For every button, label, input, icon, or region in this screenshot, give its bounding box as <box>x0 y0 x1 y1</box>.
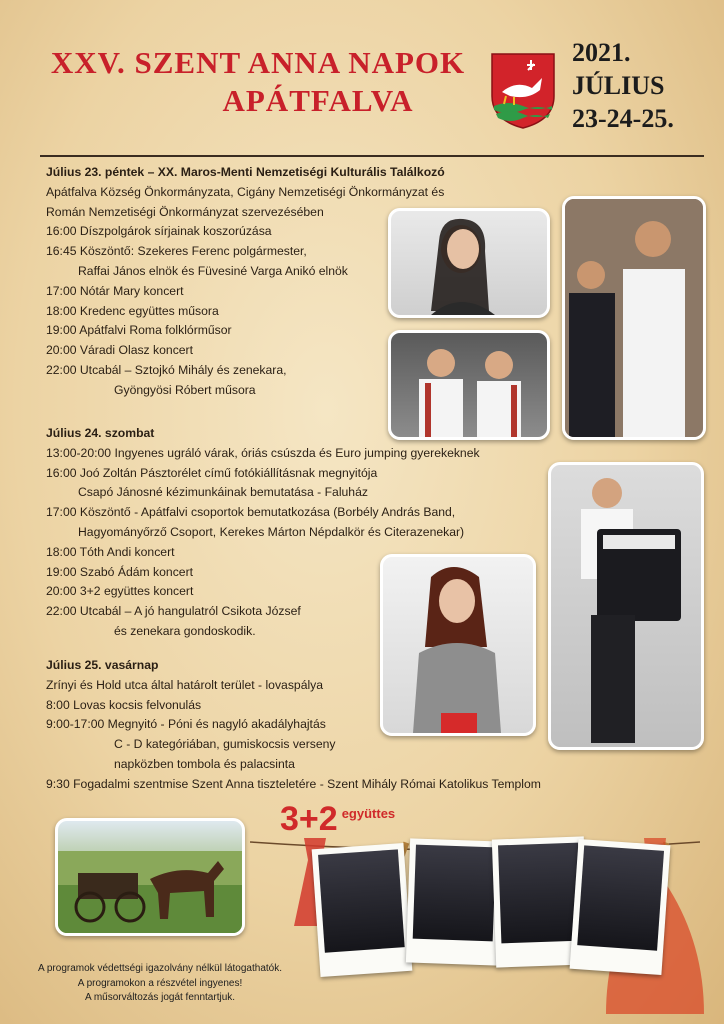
band-name-number: 3+2 <box>280 800 338 838</box>
event-month: JÚLIUS <box>572 71 665 100</box>
day-1-heading: Július 23. péntek – XX. Maros-Menti Nemzetiségi Kulturális Találkozó <box>46 165 445 179</box>
schedule-line: 22:00 Utcabál – A jó hangulatról Csikota József <box>46 604 301 619</box>
schedule-line: Csapó Jánosné kézimunkáinak bemutatása - Faluház <box>78 485 368 500</box>
schedule-line: 18:00 Kredenc együttes műsora <box>46 303 219 318</box>
schedule-line: 8:00 Lovas kocsis felvonulás <box>46 697 202 712</box>
schedule-line: Hagyományőrző Csoport, Kerekes Márton Népdalkör és Citerazenekar) <box>78 524 465 539</box>
schedule-line: 17:00 Nótár Mary koncert <box>46 283 184 298</box>
schedule-line: C - D kategóriában, gumiskocsis verseny <box>114 737 336 752</box>
schedule-line: Apátfalva Község Önkormányzata, Cigány Nemzetiségi Önkormányzat és <box>46 184 445 199</box>
day-2-heading: Július 24. szombat <box>46 426 155 440</box>
footer-notes <box>20 962 300 1006</box>
schedule-line: napközben tombola és palacsinta <box>114 756 295 771</box>
header-divider <box>40 155 704 157</box>
schedule-line: 16:45 Köszöntő: Szekeres Ferenc polgármester, <box>46 244 307 259</box>
schedule-line: 20:00 Váradi Olasz koncert <box>46 343 194 358</box>
event-year: 2021. <box>572 38 631 67</box>
schedule-line: 17:00 Köszöntő - Apátfalvi csoportok bemutatkozása (Borbély András Band, <box>46 505 456 520</box>
schedule-line: 22:00 Utcabál – Sztojkó Mihály és zenekara, <box>46 362 287 377</box>
performer-photo-toth-andi <box>380 554 536 736</box>
schedule-line: Román Nemzetiségi Önkormányzat szervezésében <box>46 204 324 219</box>
schedule-day-1 <box>46 163 445 401</box>
schedule-line: Raffai János elnök és Füvesiné Varga Anikó elnök <box>78 263 348 278</box>
schedule-line: 9:00-17:00 Megnyitó - Póni és nagyló akadályhajtás <box>46 717 326 732</box>
schedule-line: 9:30 Fogadalmi szentmise Szent Anna tiszteletére - Szent Mihály Római Katolikus Templom <box>46 776 541 791</box>
band-title <box>280 800 395 839</box>
title-line-1: XXV. SZENT ANNA NAPOK <box>50 45 466 80</box>
schedule-line: 16:00 Díszpolgárok sírjainak koszorúzása <box>46 224 272 239</box>
performer-photo-accordion <box>548 462 704 750</box>
schedule-line: és zenekara gondoskodik. <box>114 623 256 638</box>
footer-line: A programokon a részvétel ingyenes! <box>77 977 243 989</box>
day-3-heading: Július 25. vasárnap <box>46 658 159 672</box>
schedule-line: 13:00-20:00 Ingyenes ugráló várak, óriás csúszda és Euro jumping gyerekeknek <box>46 445 480 460</box>
schedule-line: 19:00 Szabó Ádám koncert <box>46 564 194 579</box>
footer-line: A műsorváltozás jogát fenntartjuk. <box>84 992 236 1003</box>
schedule-line: 19:00 Apátfalvi Roma folklórműsor <box>46 323 232 338</box>
schedule-line: 16:00 Joó Zoltán Pásztorélet című fotókiállításnak megnyitója <box>46 465 378 480</box>
page-title <box>38 44 478 120</box>
event-dates <box>572 36 712 135</box>
performer-photo-singer <box>388 208 550 318</box>
coat-of-arms-icon <box>488 50 558 130</box>
band-name-word: együttes <box>341 806 396 821</box>
schedule-line: Zrínyi és Hold utca által határolt terület - lovaspálya <box>46 677 324 692</box>
band-member-photo <box>570 839 671 975</box>
band-member-photo <box>406 838 502 965</box>
band-member-photo <box>312 843 413 977</box>
schedule-line: Gyöngyösi Róbert műsora <box>114 382 256 397</box>
performer-photo-folk-duo <box>388 330 550 440</box>
performer-photo-duo <box>562 196 706 440</box>
event-days: 23-24-25. <box>572 104 674 133</box>
title-line-2: APÁTFALVA <box>222 83 414 118</box>
schedule-line: 18:00 Tóth Andi koncert <box>46 544 175 559</box>
schedule-line: 20:00 3+2 együttes koncert <box>46 584 194 599</box>
footer-line: A programok védettségi igazolvány nélkül látogathatók. <box>37 963 283 974</box>
horse-carriage-photo <box>55 818 245 936</box>
